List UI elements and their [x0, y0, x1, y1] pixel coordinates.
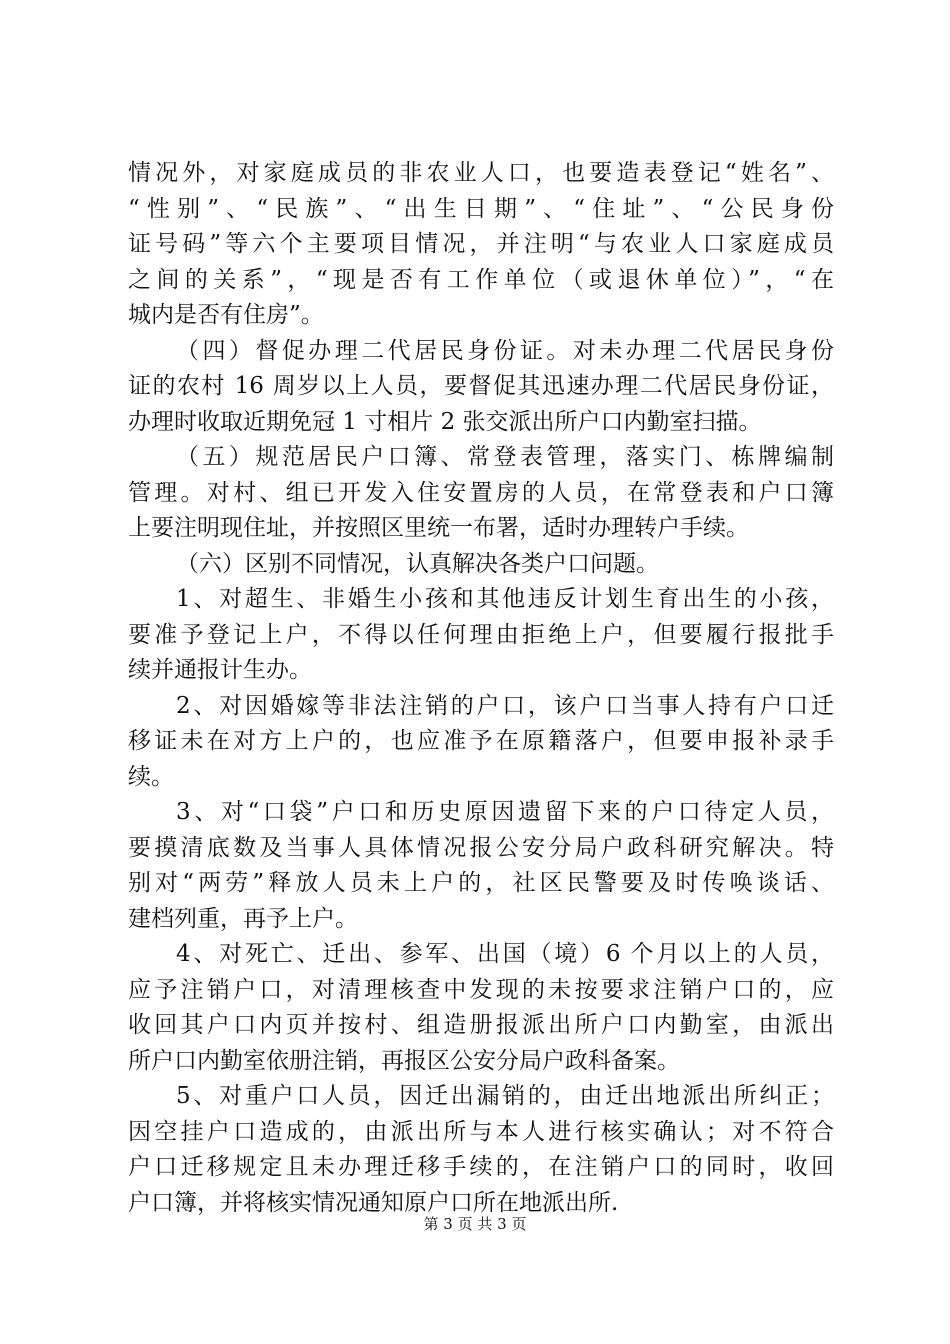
text-line: 续。: [128, 763, 174, 790]
text-line: 续并通报计生办。: [128, 657, 312, 683]
text-line: 5、对重户口人员，因迁出漏销的，由迁出地派出所纠正；: [176, 1083, 834, 1109]
text-line: 3、对“口袋”户口和历史原因遗留下来的户口待定人员，: [176, 799, 834, 825]
page-number-footer: 第 3 页 共 3 页: [423, 1215, 527, 1233]
text-line: 要摸清底数及当事人具体情况报公安分局户政科研究解决。特: [128, 834, 834, 861]
text-line: （五）规范居民户口簿、常登表管理，落实门、栋牌编制: [176, 444, 834, 470]
text-line: （六）区别不同情况，认真解决各类户口问题。: [176, 550, 659, 577]
text-line: 要准予登记上户，不得以任何理由拒绝上户，但要履行报批手: [128, 621, 834, 648]
text-line: 上要注明现住址，并按照区里统一布署，适时办理转户手续。: [128, 515, 749, 541]
text-line: 户口簿，并将核实情况通知原户口所在地派出所.: [128, 1189, 619, 1216]
text-line: 所户口内勤室依册注销，再报区公安分局户政科备案。: [128, 1047, 680, 1074]
text-line: 管理。对村、组已开发入住安置房的人员，在常登表和户口簿: [128, 479, 834, 506]
text-line: 证的农村 16 周岁以上人员，要督促其迅速办理二代居民身份证，: [128, 373, 834, 399]
text-line: 1、对超生、非婚生小孩和其他违反计划生育出生的小孩，: [176, 586, 834, 612]
text-line: 城内是否有住房”。: [128, 302, 324, 328]
text-line: 2、对因婚嫁等非法注销的户口，该户口当事人持有户口迁: [176, 692, 834, 719]
text-line: 移证未在对方上户的，也应准予在原籍落户，但要申报补录手: [128, 728, 834, 754]
text-line: 因空挂户口造成的，由派出所与本人进行核实确认；对不符合: [128, 1118, 834, 1145]
text-line: 之间的关系”，“现是否有工作单位（或退休单位）”，“在: [128, 266, 834, 293]
text-line: （四）督促办理二代居民身份证。对未办理二代居民身份: [176, 337, 834, 364]
text-line: 4、对死亡、迁出、参军、出国（境）6 个月以上的人员，: [176, 941, 834, 967]
text-line: 收回其户口内页并按村、组造册报派出所户口内勤室，由派出: [128, 1012, 834, 1038]
text-line: 证号码”等六个主要项目情况，并注明“与农业人口家庭成员: [128, 231, 834, 257]
text-line: 户口迁移规定且未办理迁移手续的，在注销户口的同时，收回: [128, 1154, 834, 1180]
text-line: 应予注销户口，对清理核查中发现的未按要求注销户口的，应: [128, 976, 834, 1003]
text-line: 建档列重，再予上户。: [128, 905, 358, 932]
text-line: 情况外，对家庭成员的非农业人口，也要造表登记“姓名”、: [128, 160, 834, 186]
text-line: 别对“两劳”释放人员未上户的，社区民警要及时传唤谈话、: [128, 870, 834, 896]
text-line: 办理时收取近期免冠 1 寸相片 2 张交派出所户口内勤室扫描。: [128, 408, 762, 435]
text-line: “性别”、“民族”、“出生日期”、“住址”、“公民身份: [128, 195, 834, 222]
document-body: [128, 156, 834, 1221]
